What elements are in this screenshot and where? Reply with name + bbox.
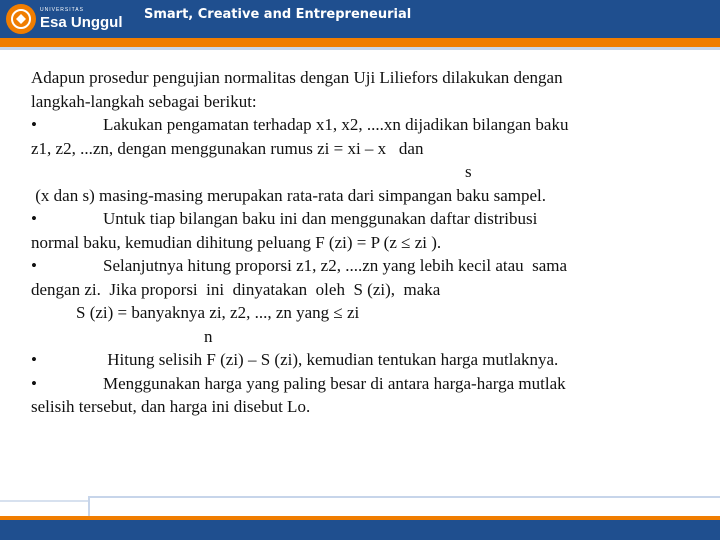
bullet-2-text: Untuk tiap bilangan baku ini dan menggunakan daftar distribusi <box>103 209 538 228</box>
tagline: Smart, Creative and Entrepreneurial <box>144 7 412 22</box>
bullet-5-text: Menggunakan harga yang paling besar di antara harga-harga mutlak <box>103 373 566 393</box>
bullet-1-line-2: z1, z2, ...zn, dengan menggunakan rumus zi = xi – x dan <box>31 138 424 158</box>
logo-icon <box>6 4 36 34</box>
logo <box>6 4 123 34</box>
bullet-item-3 <box>31 254 671 278</box>
header-bar <box>0 0 720 38</box>
formula-denominator-s: s <box>465 162 472 181</box>
bullet-icon: • <box>31 373 37 393</box>
bullet-item-1 <box>31 113 671 137</box>
bullet-item-2 <box>31 207 671 231</box>
logo-name: Esa Unggul <box>40 14 123 31</box>
formula-s-zi: S (zi) = banyaknya zi, z2, ..., zn yang ≤ zi <box>76 303 360 322</box>
bullet-3-text: Selanjutnya hitung proporsi z1, z2, ....zn yang lebih kecil atau sama <box>103 256 568 275</box>
header-accent-strip <box>0 38 720 47</box>
slide-body <box>31 66 671 419</box>
bullet-4-text: Hitung selisih F (zi) – S (zi), kemudian tentukan harga mutlaknya. <box>103 350 559 369</box>
bullet-item-4 <box>31 348 671 372</box>
bullet-icon: • <box>31 256 37 275</box>
bullet-2-line-2: normal baku, kemudian dihitung peluang F (zi) = P (z ≤ zi ). <box>31 232 442 252</box>
logo-small-text: UNIVERSITAS <box>40 7 84 13</box>
footer-bar <box>0 520 720 540</box>
bullet-1-line-4: (x dan s) masing-masing merupakan rata-rata dari simpangan baku sampel. <box>31 185 547 205</box>
bullet-icon: • <box>31 350 37 369</box>
bullet-icon: • <box>31 209 37 228</box>
bullet-icon: • <box>31 115 37 134</box>
bullet-5-line-2: selisih tersebut, dan harga ini disebut Lo. <box>31 397 311 416</box>
bullet-1-text: Lakukan pengamatan terhadap x1, x2, ....xn dijadikan bilangan baku <box>103 115 569 134</box>
intro-line-2: langkah-langkah sebagai berikut: <box>31 91 257 111</box>
intro-line-1: Adapun prosedur pengujian normalitas dengan Uji Liliefors dilakukan dengan <box>31 68 563 87</box>
bullet-3-line-2: dengan zi. Jika proporsi ini dinyatakan oleh S (zi), maka <box>31 279 441 299</box>
bullet-item-5 <box>31 372 671 396</box>
formula-denominator-n: n <box>204 326 213 346</box>
header-light-strip <box>0 47 720 50</box>
